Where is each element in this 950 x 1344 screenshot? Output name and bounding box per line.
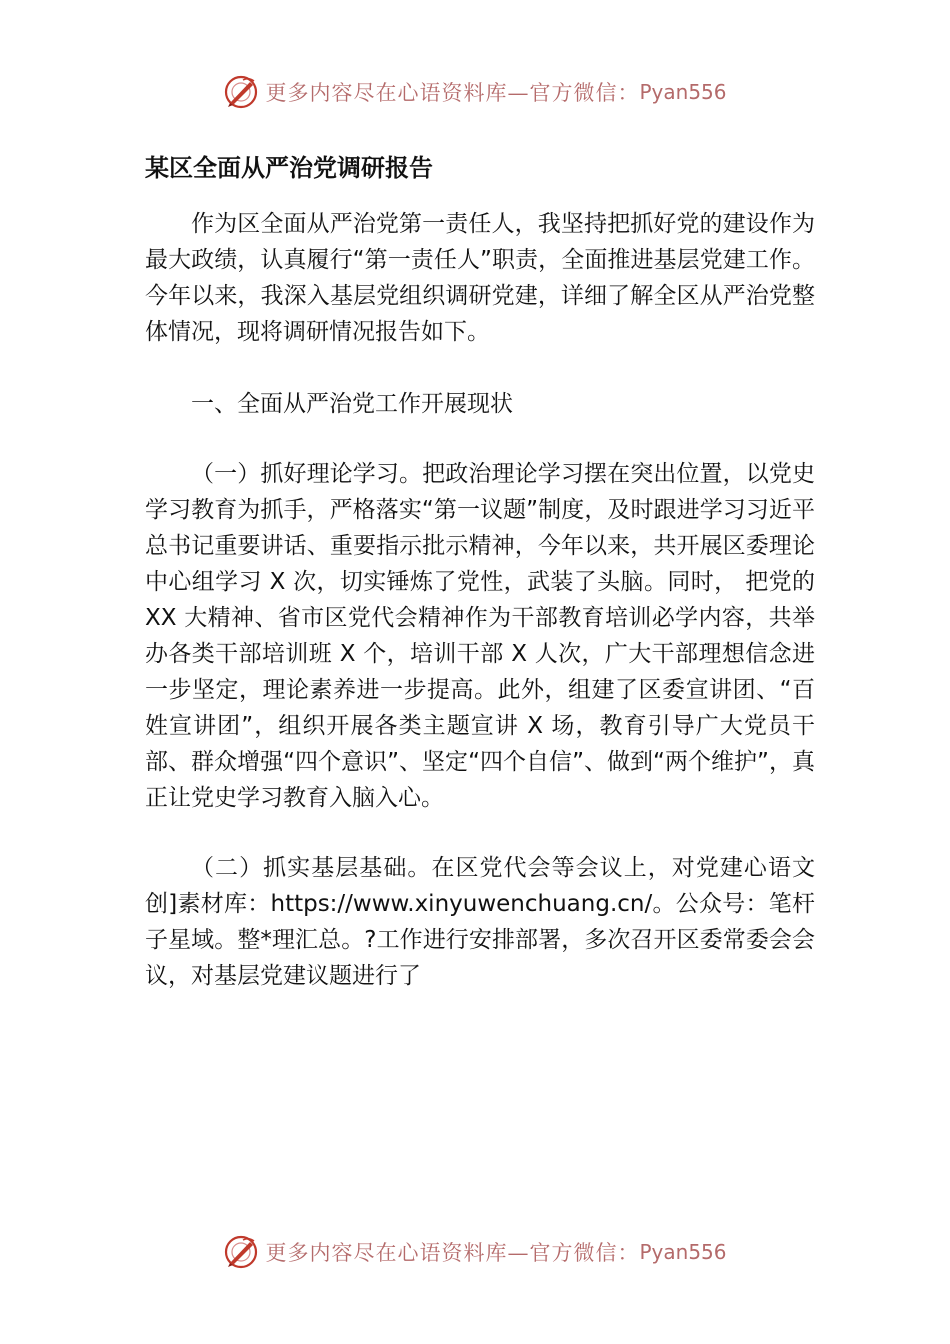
pen-circle-logo-icon (223, 74, 259, 110)
paragraph-1: （一）抓好理论学习。把政治理论学习摆在突出位置，以党史学习教育为抓手，严格落实“第一议题”制度，及时跟进学习习近平总书记重要讲话、重要指示批示精神，今年以来，共开展区委理论中心组学习 X 次，切实锤炼了党性，武装了头脑。同时， 把党的 XX 大精神、省市区党代会精神作为干部教育培训必学内容，共举办各类干部培训班 X 个，培训干部 X 人次，广大干部理想信念进一步坚定，理论素养进一步提高。此外，组建了区委宣讲团、“百姓宣讲团”，组织开展各类主题宣讲 X 场，教育引导广大党员干部、群众增强“四个意识”、坚定“四个自信”、做到“两个维护”，真正让党史学习教育入脑入心。 (145, 461, 815, 811)
intro-paragraph: 作为区全面从严治党第一责任人，我坚持把抓好党的建设作为最大政绩，认真履行“第一责任人”职责，全面推进基层党建工作。今年以来，我深入基层党组织调研党建，详细了解全区从严治党整体情况，现将调研情况报告如下。 (145, 211, 815, 345)
section-1-heading: 一、全面从严治党工作开展现状 (191, 391, 513, 417)
pen-circle-logo-icon (223, 1234, 259, 1270)
section-heading-block (145, 386, 815, 422)
document-title: 某区全面从严治党调研报告 (145, 154, 433, 182)
header-banner-text: 更多内容尽在心语资料库—官方微信： (265, 81, 640, 105)
paragraph-2-block (145, 850, 815, 994)
intro-block (145, 206, 815, 350)
footer-watermark-banner (0, 1230, 950, 1274)
header-watermark-banner (0, 70, 950, 114)
footer-banner-text: 更多内容尽在心语资料库—官方微信： (265, 1241, 640, 1265)
header-banner-wechat-id: Pyan556 (639, 80, 727, 104)
paragraph-2: （二）抓实基层基础。在区党代会等会议上，对党建心语文创]素材库：https://www.xinyuwenchuang.cn/。公众号：笔杆子星域。整*理汇总。?工作进行安排部署，多次召开区委常委会会议，对基层党建议题进行了 (145, 855, 815, 989)
footer-banner-wechat-id: Pyan556 (639, 1240, 727, 1264)
paragraph-1-block (145, 456, 815, 816)
